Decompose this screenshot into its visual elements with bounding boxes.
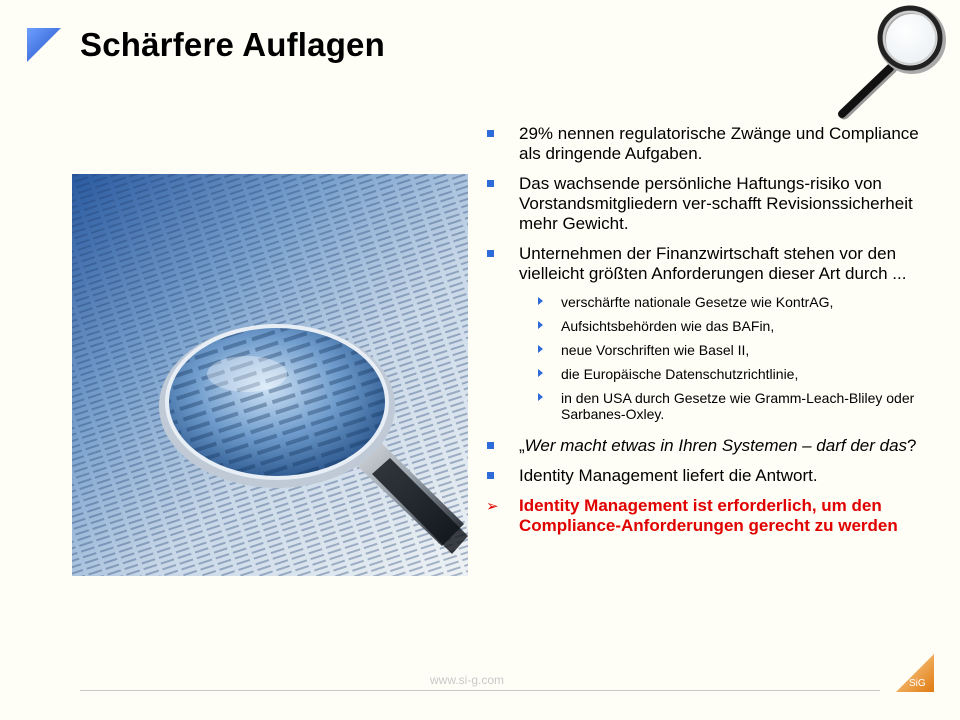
- sub-bullet-item: [484, 318, 924, 334]
- arrow-bullet-icon: [538, 297, 543, 305]
- quote-close: ?: [907, 436, 917, 455]
- sub-bullet-item: [484, 342, 924, 358]
- arrow-bullet-icon: [538, 321, 543, 329]
- quote-text: Wer macht etwas in Ihren Systemen – darf der das: [524, 436, 908, 455]
- sub-bullet-text: in den USA durch Gesetze wie Gramm-Leach-Bliley oder Sarbanes-Oxley.: [561, 390, 915, 422]
- bullet-item: [484, 124, 924, 164]
- sub-bullet-text: die Europäische Datenschutzrichtlinie,: [561, 366, 799, 382]
- arrow-bullet-icon: [538, 345, 543, 353]
- arrow-bullet-icon: [538, 393, 543, 401]
- footer-url: www.si-g.com: [430, 673, 505, 687]
- bullet-item: [484, 244, 924, 284]
- answer-text: Identity Management liefert die Antwort.: [519, 466, 818, 485]
- bullet-item: [484, 174, 924, 234]
- bullet-text: 29% nennen regulatorische Zwänge und Compliance als dringende Aufgaben.: [519, 124, 919, 163]
- slide-title: Schärfere Auflagen: [80, 26, 385, 63]
- bullet-text: Unternehmen der Finanzwirtschaft stehen vor den vielleicht größten Anforderungen dieser Art durch ...: [519, 244, 907, 283]
- bullet-square-icon: [487, 442, 494, 449]
- arrow-bullet-icon: [538, 369, 543, 377]
- sub-bullet-item: [484, 294, 924, 310]
- footer-logo: SiG: [909, 678, 926, 689]
- conclusion-text: Identity Management ist erforderlich, um den Compliance-Anforderungen gerecht zu werden: [519, 496, 898, 535]
- bullet-square-icon: [487, 472, 494, 479]
- answer-bullet: [484, 466, 924, 486]
- bullet-square-icon: [487, 180, 494, 187]
- bullet-square-icon: [487, 250, 494, 257]
- quote-bullet: [484, 436, 924, 456]
- bullet-list: [484, 124, 924, 546]
- sub-bullet-text: Aufsichtsbehörden wie das BAFin,: [561, 318, 775, 334]
- magnifier-icon: [818, 2, 950, 132]
- sub-bullet-text: verschärfte nationale Gesetze wie KontrAG,: [561, 294, 834, 310]
- sub-bullet-item: [484, 390, 924, 422]
- footer-divider: [80, 690, 880, 691]
- quote-open: „: [519, 436, 525, 455]
- bullet-text: Das wachsende persönliche Haftungs-risiko von Vorstandsmitgliedern ver-schafft Revisionssicherheit mehr Gewicht.: [519, 174, 913, 233]
- sub-bullet-item: [484, 366, 924, 382]
- triangle-corner-icon: [27, 28, 61, 62]
- sub-bullet-text: neue Vorschriften wie Basel II,: [561, 342, 750, 358]
- conclusion-bullet: [484, 496, 924, 536]
- chevron-right-icon: ➢: [486, 498, 499, 515]
- bullet-square-icon: [487, 130, 494, 137]
- magnifying-glass-on-newspaper-photo: [72, 174, 468, 576]
